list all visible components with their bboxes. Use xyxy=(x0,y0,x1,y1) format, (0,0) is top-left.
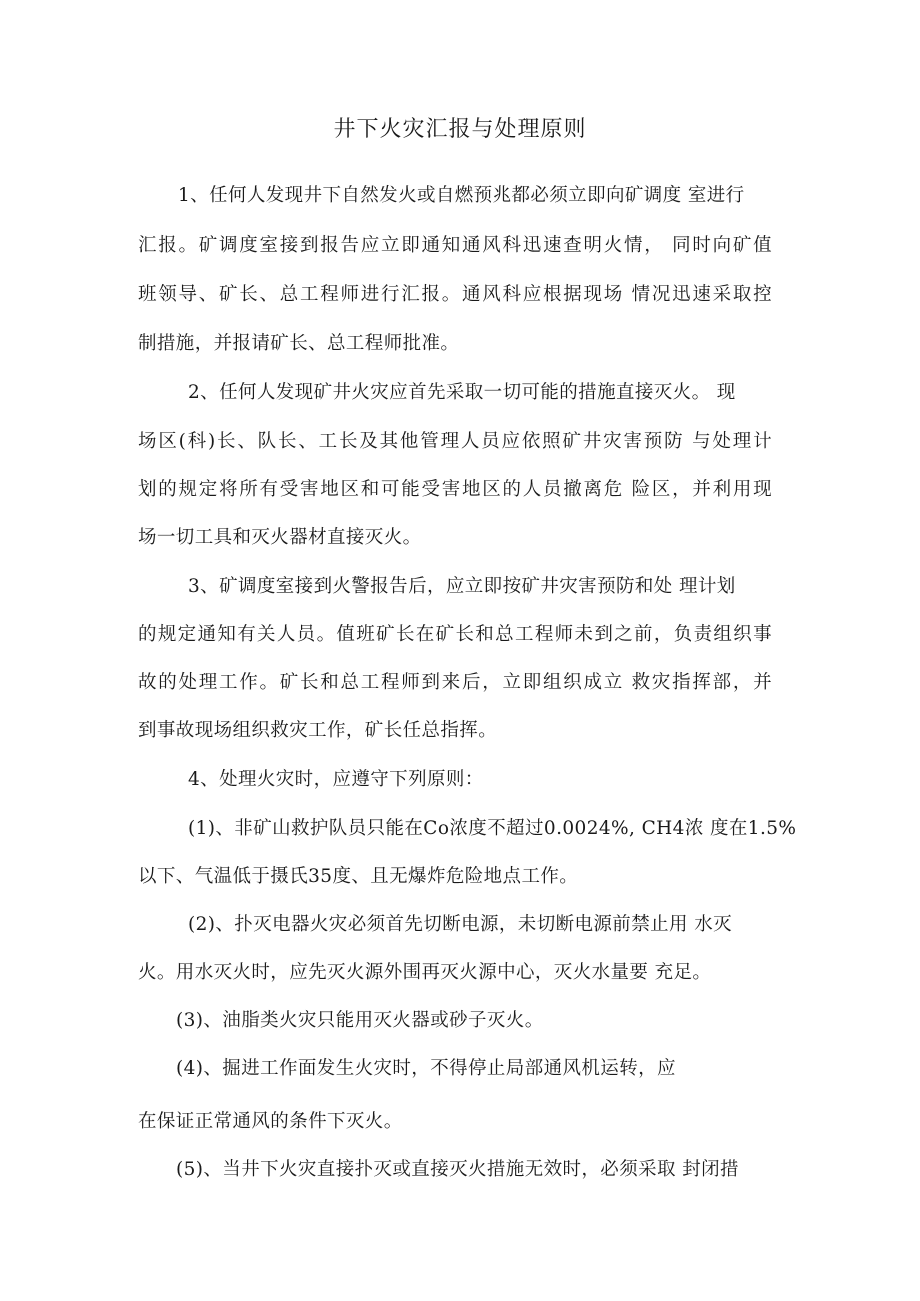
paragraph-line: 故的处理工作。矿长和总工程师到来后，立即组织成立 救灾指挥部，并 xyxy=(138,672,772,693)
paragraph-line: 划的规定将所有受害地区和可能受害地区的人员撤离危 险区，并利用现 xyxy=(138,479,772,500)
paragraph-line: 2、任何人发现矿井火灾应首先采取一切可能的措施直接灭火。 现 xyxy=(188,382,736,403)
paragraph-line: (4)、掘进工作面发生火灾时，不得停止局部通风机运转，应 xyxy=(176,1058,676,1079)
paragraph-line: 班领导、矿长、总工程师进行汇报。通风科应根据现场 情况迅速采取控 xyxy=(138,284,772,305)
paragraph-line: (3)、油脂类火灾只能用灭火器或砂子灭火。 xyxy=(176,1010,544,1031)
paragraph-line: (5)、当井下火灾直接扑灭或直接灭火措施无效时，必须采取 封闭措 xyxy=(176,1159,739,1180)
paragraph-line: 以下、气温低于摄氏35度、且无爆炸危险地点工作。 xyxy=(138,866,579,887)
paragraph-line: 在保证正常通风的条件下灭火。 xyxy=(138,1111,403,1132)
document-title: 井下火灾汇报与处理原则 xyxy=(333,117,587,142)
paragraph-line: 3、矿调度室接到火警报告后，应立即按矿井灾害预防和处 理计划 xyxy=(188,576,736,597)
paragraph-line: 4、处理火灾时，应遵守下列原则： xyxy=(188,769,484,790)
paragraph-line: (2)、扑灭电器火灾必须首先切断电源，未切断电源前禁止用 水灭 xyxy=(188,914,732,935)
paragraph-line: (1)、非矿山救护队员只能在Co浓度不超过0.0024%, CH4浓 度在1.5% xyxy=(188,818,797,839)
paragraph-line: 场区(科)长、队长、工长及其他管理人员应依照矿井灾害预防 与处理计 xyxy=(138,431,772,452)
paragraph-line: 的规定通知有关人员。值班矿长在矿长和总工程师未到之前，负责组织事 xyxy=(138,624,772,645)
paragraph-line: 到事故现场组织救灾工作，矿长任总指挥。 xyxy=(138,720,498,741)
paragraph-line: 制措施，并报请矿长、总工程师批准。 xyxy=(138,333,460,354)
paragraph-line: 场一切工具和灭火器材直接灭火。 xyxy=(138,527,422,548)
paragraph-line: 1、任何人发现井下自然发火或自燃预兆都必须立即向矿调度 室进行 xyxy=(178,185,745,206)
paragraph-line: 火。用水灭火时，应先灭火源外围再灭火源中心，灭火水量要 充足。 xyxy=(138,962,712,983)
paragraph-line: 汇报。矿调度室接到报告应立即通知通风科迅速查明火情， 同时向矿值 xyxy=(138,235,772,256)
